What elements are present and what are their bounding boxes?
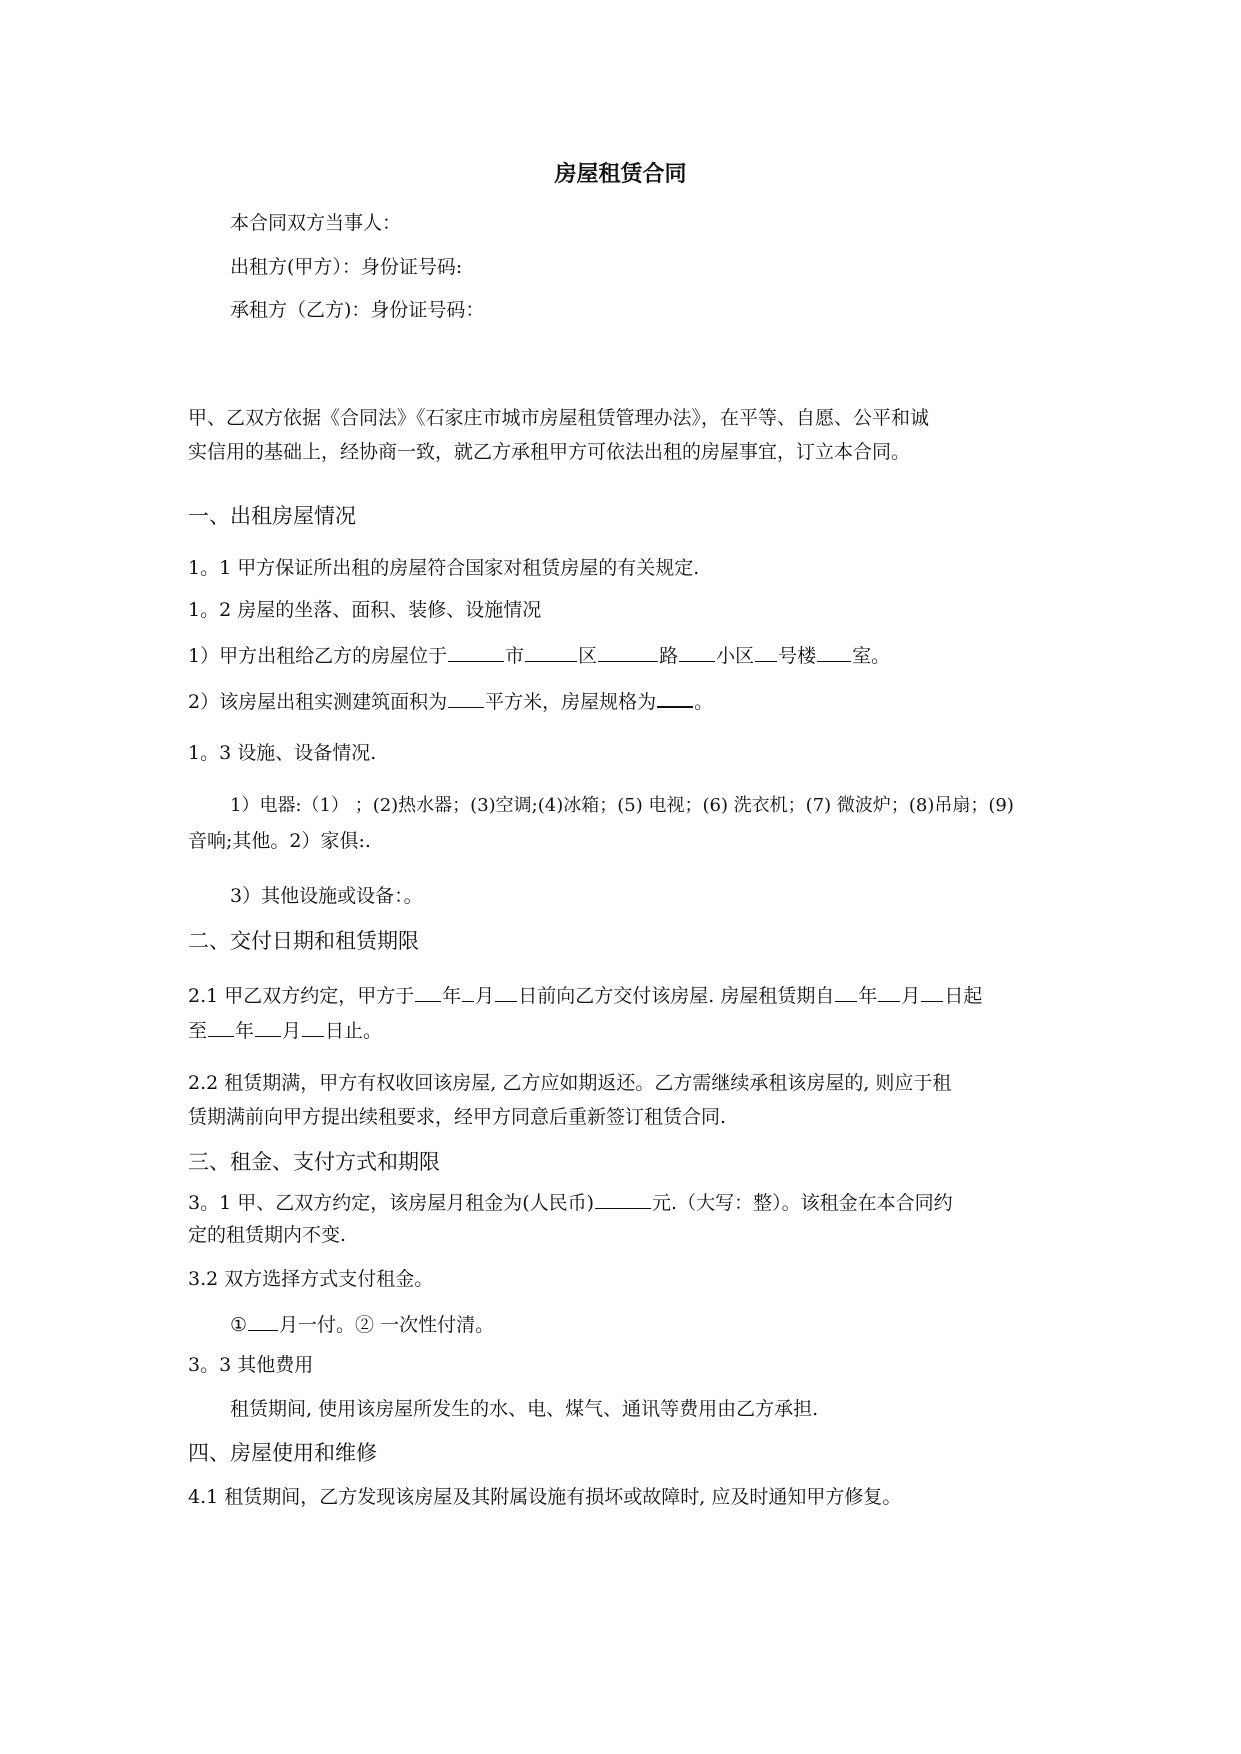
clause-2-1-line-1 [188,982,982,1008]
rent-amount-blank[interactable] [595,1189,651,1209]
term-text: 月 [282,1020,302,1042]
clause-1-2: 1。2 房屋的坐落、面积、装修、设施情况 [188,599,542,621]
clause-2-1-line-2 [188,1017,382,1043]
area-line [188,687,713,714]
area-text: 。 [694,691,714,713]
lessor-line: 出租方(甲方）：身份证号码: [230,256,463,278]
delivery-text: 月 [475,985,495,1007]
start-year-blank[interactable] [835,982,857,1002]
clause-1-3: 1。3 设施、设备情况. [188,742,377,764]
location-text: 区 [578,645,598,667]
area-text: 2）该房屋出租实测建筑面积为 [188,691,448,713]
delivery-text: 年 [442,985,462,1007]
layout-blank[interactable] [657,687,693,708]
location-text: 号楼 [778,645,817,667]
location-text: 室。 [852,645,891,667]
clause-2-2-line-2: 赁期满前向甲方提出续租要求，经甲方同意后重新签订租赁合同. [188,1106,727,1128]
area-text: 平方米，房屋规格为 [485,691,657,713]
start-day-blank[interactable] [921,982,943,1002]
clause-3-2: 3.2 双方选择方式支付租金。 [188,1268,434,1290]
clause-1-1: 1。1 甲方保证所出租的房屋符合国家对租赁房屋的有关规定. [188,557,700,579]
term-text: 日止。 [325,1020,383,1042]
section-4-heading: 四、房屋使用和维修 [188,1441,377,1465]
location-text: 路 [659,645,679,667]
community-blank[interactable] [679,642,715,662]
section-1-heading: 一、出租房屋情况 [188,504,356,528]
end-month-blank[interactable] [255,1017,281,1037]
district-blank[interactable] [525,642,577,662]
delivery-text: 日起 [944,985,983,1007]
city-blank[interactable] [448,642,504,662]
location-text: 1）甲方出租给乙方的房屋位于 [188,645,448,667]
start-month-blank[interactable] [878,982,900,1002]
road-blank[interactable] [598,642,658,662]
payment-option-text: ① [230,1314,248,1336]
location-text: 市 [505,645,525,667]
preamble-line-2: 实信用的基础上，经协商一致，就乙方承租甲方可依法出租的房屋事宜，订立本合同。 [188,441,911,463]
building-blank[interactable] [755,642,777,662]
preamble-line-1: 甲、乙双方依据《合同法》《石家庄市城市房屋租赁管理办法》，在平等、自愿、公平和诚 [188,407,930,429]
section-3-heading: 三、租金、支付方式和期限 [188,1150,440,1174]
delivery-text: 年 [858,985,878,1007]
appliances-line-1: 1）电器:（1） ；(2)热水器；(3)空调;(4)冰箱；(5) 电视；(6) 洗衣机；(7) 微波炉；(8)吊扇；(9) [230,795,1014,816]
other-facilities: 3）其他设施或设备：。 [230,885,423,907]
document-title: 房屋租赁合同 [554,162,687,187]
clause-3-3-text: 租赁期间, 使用该房屋所发生的水、电、煤气、通讯等费用由乙方承担. [230,1398,819,1420]
term-text: 年 [235,1020,255,1042]
delivery-text: 2.1 甲乙双方约定，甲方于 [188,985,415,1007]
parties-intro: 本合同双方当事人： [230,212,402,234]
clause-4-1: 4.1 租赁期间，乙方发现该房屋及其附属设施有损坏或故障时, 应及时通知甲方修复。 [188,1486,902,1508]
location-line [188,642,890,668]
clause-2-2-line-1: 2.2 租赁期满，甲方有权收回该房屋, 乙方应如期返还。乙方需继续承租该房屋的, 则应于租 [188,1072,952,1094]
appliances-line-2: 音响;其他。2）家俱:. [188,830,371,852]
delivery-text: 月 [901,985,921,1007]
term-text: 至 [188,1020,208,1042]
location-text: 小区 [716,645,755,667]
area-blank[interactable] [448,688,484,708]
end-day-blank[interactable] [302,1017,324,1037]
clause-3-1-line-2: 定的租赁期内不变. [188,1224,347,1246]
delivery-text: 日前向乙方交付该房屋. 房屋租赁期自 [518,985,835,1007]
delivery-day-blank[interactable] [495,982,517,1002]
section-2-heading: 二、交付日期和租赁期限 [188,929,419,953]
rent-text: 元.（大写：整）。该租金在本合同约 [652,1192,953,1214]
lessee-line: 承租方（乙方)：身份证号码： [230,299,485,321]
delivery-month-blank[interactable] [462,982,474,1002]
end-year-blank[interactable] [208,1017,234,1037]
payment-option-text: 月一付。② 一次性付清。 [279,1314,495,1336]
delivery-year-blank[interactable] [415,982,441,1002]
months-blank[interactable] [248,1311,278,1331]
room-blank[interactable] [817,642,851,662]
clause-3-3: 3。3 其他费用 [188,1354,314,1376]
clause-3-1-line-1 [188,1189,953,1215]
payment-options [230,1311,494,1337]
rent-text: 3。1 甲、乙双方约定，该房屋月租金为(人民币) [188,1192,595,1214]
